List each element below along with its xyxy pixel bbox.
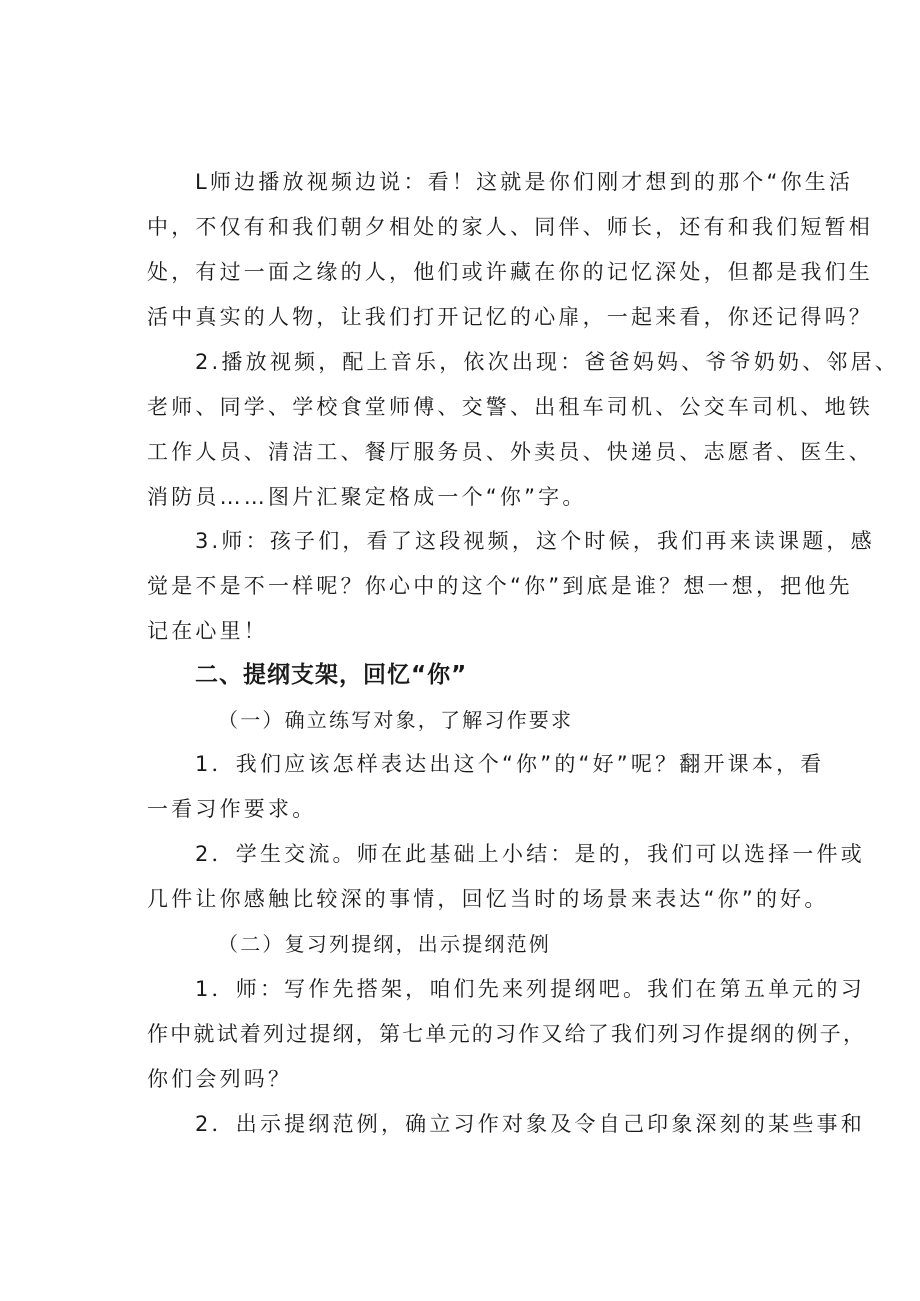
paragraph-line: 1．我们应该怎样表达出这个“你”的“好”呢？翻开课本，看 <box>195 752 825 776</box>
paragraph-line: 觉是不是不一样呢？你心中的这个“你”到底是谁？想一想，把他先 <box>147 574 853 598</box>
subsection-heading: （二）复习列提纲，出示提纲范例 <box>218 932 551 956</box>
section-heading: 二、提纲支架，回忆“你” <box>195 662 468 688</box>
paragraph-line: 中，不仅有和我们朝夕相处的家人、同伴、师长，还有和我们短暂相 <box>147 215 873 239</box>
paragraph-line: 作中就试着列过提纲，第七单元的习作又给了我们列习作提纲的例子， <box>147 1022 867 1046</box>
subsection-heading: （一）确立练写对象，了解习作要求 <box>218 708 574 732</box>
paragraph-line: 几件让你感触比较深的事情，回忆当时的场景来表达“你”的好。 <box>147 887 829 911</box>
paragraph-line: L师边播放视频边说：看！这就是你们刚才想到的那个“你生活 <box>195 170 854 194</box>
paragraph-line: 1．师：写作先搭架，咱们先来列提纲吧。我们在第五单元的习 <box>195 977 865 1001</box>
paragraph-line: 老师、同学、学校食堂师傅、交警、出租车司机、公交车司机、地铁 <box>147 395 873 419</box>
paragraph-line: 2．学生交流。师在此基础上小结：是的，我们可以选择一件或 <box>195 842 865 866</box>
paragraph-line: 消防员……图片汇聚定格成一个“你”字。 <box>147 485 587 509</box>
paragraph-line: 2.播放视频，配上音乐，依次出现：爸爸妈妈、爷爷奶奶、邻居、 <box>195 350 900 374</box>
paragraph-line: 活中真实的人物，让我们打开记忆的心扉，一起来看，你还记得吗？ <box>147 305 873 329</box>
paragraph-line: 一看习作要求。 <box>147 797 317 821</box>
paragraph-line: 你们会列吗？ <box>147 1067 293 1091</box>
paragraph-line: 3.师：孩子们，看了这段视频，这个时候，我们再来读课题，感 <box>195 529 875 553</box>
paragraph-line: 记在心里！ <box>147 619 268 643</box>
paragraph-line: 2．出示提纲范例，确立习作对象及令自己印象深刻的某些事和 <box>195 1112 865 1136</box>
paragraph-line: 处，有过一面之缘的人，他们或许藏在你的记忆深处，但都是我们生 <box>147 260 873 284</box>
paragraph-line: 工作人员、清洁工、餐厅服务员、外卖员、快递员、志愿者、医生、 <box>147 440 873 464</box>
